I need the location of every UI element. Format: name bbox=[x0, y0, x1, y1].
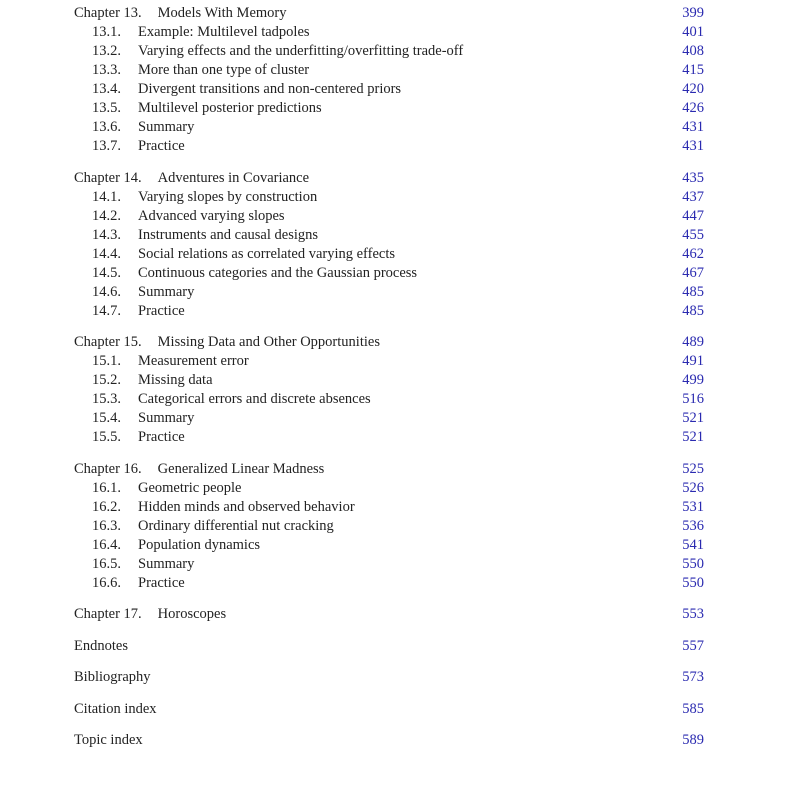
section-entry[interactable] bbox=[74, 409, 704, 428]
section-number: 14.4. bbox=[92, 245, 121, 262]
page-number-link[interactable]: 485 bbox=[682, 302, 704, 319]
chapter-label: Chapter 15. bbox=[74, 334, 142, 350]
section-entry[interactable] bbox=[74, 118, 704, 137]
section-entry[interactable] bbox=[74, 207, 704, 226]
chapter-13 bbox=[74, 4, 704, 156]
page-number-link[interactable]: 431 bbox=[682, 119, 704, 135]
section-title: Geometric people bbox=[138, 479, 242, 496]
page-number-link[interactable]: 431 bbox=[682, 138, 704, 154]
section-title: Missing data bbox=[138, 372, 213, 388]
section-title: Summary bbox=[138, 555, 195, 572]
back-matter-entry[interactable] bbox=[74, 668, 704, 687]
page-number-link[interactable]: 516 bbox=[682, 391, 704, 407]
chapter-label: Chapter 16. bbox=[74, 460, 142, 477]
section-title: Summary bbox=[138, 410, 195, 426]
section-entry[interactable] bbox=[74, 264, 704, 283]
section-number: 14.3. bbox=[92, 226, 121, 243]
page-number-link[interactable]: 553 bbox=[682, 606, 704, 622]
back-matter-entry[interactable] bbox=[74, 700, 704, 719]
chapter-heading[interactable] bbox=[74, 169, 704, 188]
chapter-title: Adventures in Covariance bbox=[157, 169, 310, 186]
chapter-title: Missing Data and Other Opportunities bbox=[157, 334, 380, 350]
section-number: 16.4. bbox=[92, 536, 121, 553]
page-number-link[interactable]: 462 bbox=[682, 245, 704, 262]
back-matter-entry[interactable] bbox=[74, 731, 704, 750]
page-number-link[interactable]: 399 bbox=[682, 5, 704, 21]
section-number: 13.3. bbox=[92, 62, 121, 78]
page-number-link[interactable]: 485 bbox=[682, 283, 704, 300]
section-number: 15.3. bbox=[92, 391, 121, 407]
section-entry[interactable] bbox=[74, 517, 704, 536]
section-number: 13.5. bbox=[92, 100, 121, 116]
back-matter-title: Bibliography bbox=[74, 669, 151, 685]
section-number: 14.1. bbox=[92, 188, 121, 205]
page-number-link[interactable]: 550 bbox=[682, 555, 704, 572]
chapter-title: Horoscopes bbox=[157, 606, 227, 622]
section-number: 15.4. bbox=[92, 410, 121, 426]
section-entry[interactable] bbox=[74, 23, 704, 42]
section-title: Practice bbox=[138, 138, 185, 154]
chapter-heading[interactable] bbox=[74, 333, 704, 352]
section-number: 16.1. bbox=[92, 479, 121, 496]
section-entry[interactable] bbox=[74, 245, 704, 264]
section-entry[interactable] bbox=[74, 555, 704, 574]
section-number: 14.2. bbox=[92, 207, 121, 224]
page-number-link[interactable]: 541 bbox=[682, 536, 704, 553]
section-entry[interactable] bbox=[74, 390, 704, 409]
page-number-link[interactable]: 526 bbox=[682, 479, 704, 496]
section-title: Ordinary differential nut cracking bbox=[138, 517, 334, 534]
chapter-title: Generalized Linear Madness bbox=[157, 460, 325, 477]
page-number-link[interactable]: 489 bbox=[682, 334, 704, 350]
section-title: Social relations as correlated varying effects bbox=[138, 245, 395, 262]
section-entry[interactable] bbox=[74, 283, 704, 302]
section-title: Continuous categories and the Gaussian process bbox=[138, 264, 418, 281]
section-title: Summary bbox=[138, 283, 195, 300]
section-entry[interactable] bbox=[74, 42, 704, 61]
section-title: Practice bbox=[138, 302, 185, 319]
page-number-link[interactable]: 447 bbox=[682, 207, 704, 224]
chapter-15 bbox=[74, 333, 704, 447]
section-entry[interactable] bbox=[74, 574, 704, 593]
section-title: Measurement error bbox=[138, 353, 249, 369]
section-entry[interactable] bbox=[74, 536, 704, 555]
back-matter-entry[interactable] bbox=[74, 637, 704, 656]
page-number-link[interactable]: 415 bbox=[682, 62, 704, 78]
section-number: 16.3. bbox=[92, 517, 121, 534]
section-entry[interactable] bbox=[74, 80, 704, 99]
section-number: 13.7. bbox=[92, 138, 121, 154]
section-title: Divergent transitions and non-centered priors bbox=[138, 81, 402, 97]
chapter-heading[interactable] bbox=[74, 605, 704, 624]
section-number: 13.2. bbox=[92, 43, 121, 59]
section-entry[interactable] bbox=[74, 498, 704, 517]
section-title: Practice bbox=[138, 574, 185, 591]
page-number-link[interactable]: 589 bbox=[682, 732, 704, 748]
section-entry[interactable] bbox=[74, 302, 704, 321]
section-title: Categorical errors and discrete absences bbox=[138, 391, 371, 407]
section-entry[interactable] bbox=[74, 479, 704, 498]
page-number-link[interactable]: 467 bbox=[682, 264, 704, 281]
chapter-heading[interactable] bbox=[74, 460, 704, 479]
chapter-heading[interactable] bbox=[74, 4, 704, 23]
page-number-link[interactable]: 491 bbox=[682, 353, 704, 369]
table-of-contents bbox=[74, 4, 704, 763]
page-number-link[interactable]: 420 bbox=[682, 81, 704, 97]
page-number-link[interactable]: 401 bbox=[682, 24, 704, 40]
section-number: 15.5. bbox=[92, 429, 121, 445]
section-title: Summary bbox=[138, 119, 195, 135]
page-number-link[interactable]: 455 bbox=[682, 226, 704, 243]
section-title: Multilevel posterior predictions bbox=[138, 100, 322, 116]
section-title: Instruments and causal designs bbox=[138, 226, 319, 243]
page-number-link[interactable]: 585 bbox=[682, 700, 704, 717]
back-matter bbox=[74, 637, 704, 751]
page-number-link[interactable]: 408 bbox=[682, 43, 704, 59]
section-number: 15.1. bbox=[92, 353, 121, 369]
section-entry[interactable] bbox=[74, 61, 704, 80]
section-entry[interactable] bbox=[74, 226, 704, 245]
page-number-link[interactable]: 550 bbox=[682, 574, 704, 591]
section-entry[interactable] bbox=[74, 428, 704, 447]
section-number: 14.6. bbox=[92, 283, 121, 300]
page-number-link[interactable]: 435 bbox=[682, 169, 704, 186]
section-title: Advanced varying slopes bbox=[138, 207, 285, 224]
section-title: Hidden minds and observed behavior bbox=[138, 498, 355, 515]
back-matter-title: Topic index bbox=[74, 732, 143, 748]
section-number: 13.6. bbox=[92, 119, 121, 135]
chapter-14 bbox=[74, 169, 704, 321]
page-number-link[interactable]: 557 bbox=[682, 637, 704, 654]
back-matter-title: Citation index bbox=[74, 700, 157, 717]
section-title: Varying slopes by construction bbox=[138, 188, 318, 205]
chapter-label: Chapter 14. bbox=[74, 169, 142, 186]
chapter-17 bbox=[74, 605, 704, 624]
section-number: 16.2. bbox=[92, 498, 121, 515]
chapter-title: Models With Memory bbox=[157, 5, 287, 21]
section-entry[interactable] bbox=[74, 352, 704, 371]
section-entry[interactable] bbox=[74, 137, 704, 156]
chapter-16 bbox=[74, 460, 704, 593]
section-title: More than one type of cluster bbox=[138, 62, 310, 78]
section-number: 15.2. bbox=[92, 372, 121, 388]
page-number-link[interactable]: 536 bbox=[682, 517, 704, 534]
chapter-label: Chapter 17. bbox=[74, 606, 142, 622]
section-number: 13.1. bbox=[92, 24, 121, 40]
page-number-link[interactable]: 573 bbox=[682, 669, 704, 685]
page-number-link[interactable]: 499 bbox=[682, 372, 704, 388]
section-entry[interactable] bbox=[74, 371, 704, 390]
page-number-link[interactable]: 531 bbox=[682, 498, 704, 515]
section-number: 13.4. bbox=[92, 81, 121, 97]
page-number-link[interactable]: 426 bbox=[682, 100, 704, 116]
section-title: Population dynamics bbox=[138, 536, 261, 553]
back-matter-title: Endnotes bbox=[74, 637, 128, 654]
section-title: Varying effects and the underfitting/overfitting trade-off bbox=[138, 43, 464, 59]
section-number: 16.6. bbox=[92, 574, 121, 591]
page-number-link[interactable]: 521 bbox=[682, 429, 704, 445]
page-number-link[interactable]: 525 bbox=[682, 460, 704, 477]
section-title: Example: Multilevel tadpoles bbox=[138, 24, 310, 40]
chapter-label: Chapter 13. bbox=[74, 5, 142, 21]
section-entry[interactable] bbox=[74, 188, 704, 207]
page-number-link[interactable]: 521 bbox=[682, 410, 704, 426]
page-number-link[interactable]: 437 bbox=[682, 188, 704, 205]
section-number: 14.7. bbox=[92, 302, 121, 319]
section-number: 16.5. bbox=[92, 555, 121, 572]
section-number: 14.5. bbox=[92, 264, 121, 281]
section-entry[interactable] bbox=[74, 99, 704, 118]
section-title: Practice bbox=[138, 429, 185, 445]
